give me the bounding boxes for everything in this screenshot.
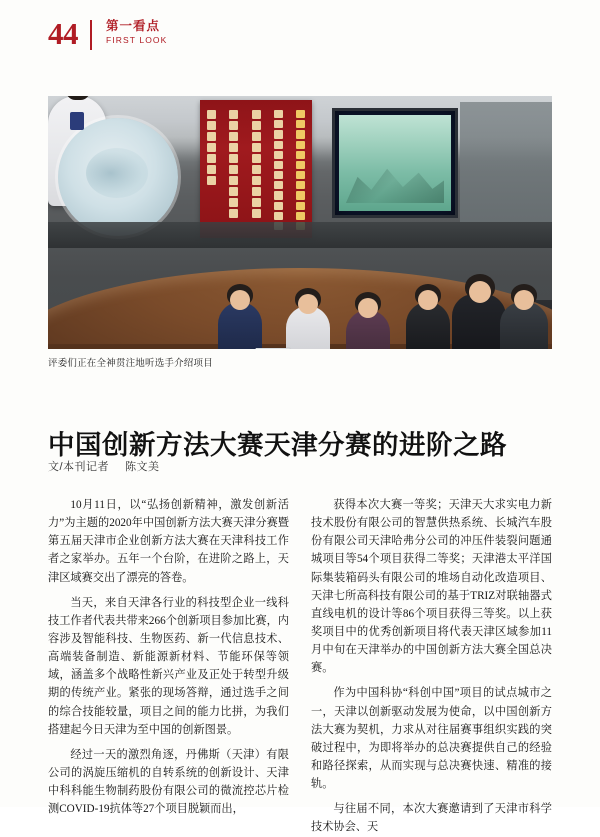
section-title-cn: 第一看点: [106, 19, 161, 33]
paragraph: 与往届不同，本次大赛邀请到了天津市科学技术协会、天: [311, 803, 552, 834]
page-header: [48, 18, 167, 50]
wall-strip: [48, 222, 552, 248]
event-banner: [200, 100, 312, 238]
paragraph: 经过一天的激烈角逐，丹佛斯（天津）有限公司的涡旋压缩机的自转系统的创新设计、天津中科科能生物制药股份有限公司的微流控芯片检测COVID-19抗体等27个项目脱颖而出，: [48, 748, 289, 816]
attendee: [500, 302, 548, 349]
paragraph: 当天，来自天津各行业的科技型企业一线科技工作者代表共带来266个创新项目参加比赛，内容涉及智能科技、生物医药、新一代信息技术、高端装备制造、新能源新材料、节能环保等领域，涵盖多个战略性新兴产业及正处于转型升级期的传统产业。紧张的现场答辩，通过选手之间的综合技能较量，项目之间的能力比拼，为我们搭建起今日天津为至中国的创新图景。: [48, 596, 289, 736]
presentation-screen: [332, 108, 458, 218]
section-title-en: FIRST LOOK: [106, 35, 168, 45]
attendee: [286, 306, 330, 349]
lead-photo: [48, 96, 552, 349]
folio-number: 44: [48, 16, 78, 51]
article-headline: 中国创新方法大赛天津分赛的进阶之路: [48, 429, 507, 460]
article-byline: [48, 458, 160, 474]
attendee: [452, 294, 506, 349]
byline-author: 陈文美: [125, 461, 160, 473]
attendee: [406, 302, 450, 349]
paragraph: 获得本次大赛一等奖；天津天大求实电力新技术股份有限公司的智慧供热系统、长城汽车股份有限公司天津哈弗分公司的冲压件装裂问题通城项目等54个项目获得二等奖；天津港太平洋国际集装箱码头有限公司的堆场自动化改造项目、天津七所高科技有限公司的基于TRIZ对联轴器式直线电机的设计等86个项目获得三等奖。以上获奖项目中的优秀创新项目将代表天津区域参加11月中旬在天津举办的中国创新方法大赛全国总决赛。: [311, 499, 552, 675]
laptop: [252, 348, 290, 349]
photo-scene: [48, 96, 552, 349]
column-left: [48, 496, 289, 816]
article-body: [48, 496, 552, 834]
byline-label: 文/本刊记者: [48, 461, 110, 473]
header-divider: [90, 20, 92, 50]
attendee: [346, 310, 390, 349]
photo-caption: 评委们正在全神贯注地听选手介绍项目: [48, 358, 213, 369]
paragraph: 10月11日，以“弘扬创新精神，激发创新活力”为主题的2020年中国创新方法大赛天津分赛暨第五届天津市企业创新方法大赛在天津科技工作者之家举办。五年一个台阶，在进阶之路上，天津区域赛交出了漂亮的答卷。: [48, 499, 289, 584]
column-right: [311, 496, 552, 834]
section-titles: [106, 18, 167, 47]
wall-art-circle: [58, 118, 178, 236]
attendee: [218, 302, 262, 349]
paragraph: 作为中国科协“科创中国”项目的试点城市之一，天津以创新驱动发展为使命，以中国创新方法大赛为契机，力求从对往届赛事组织实践的突破过程中，为即将举办的总决赛提供自己的经验和路径探索，从而实现与总决赛快速、精准的接轨。: [311, 687, 552, 791]
wall-panel: [460, 102, 552, 222]
